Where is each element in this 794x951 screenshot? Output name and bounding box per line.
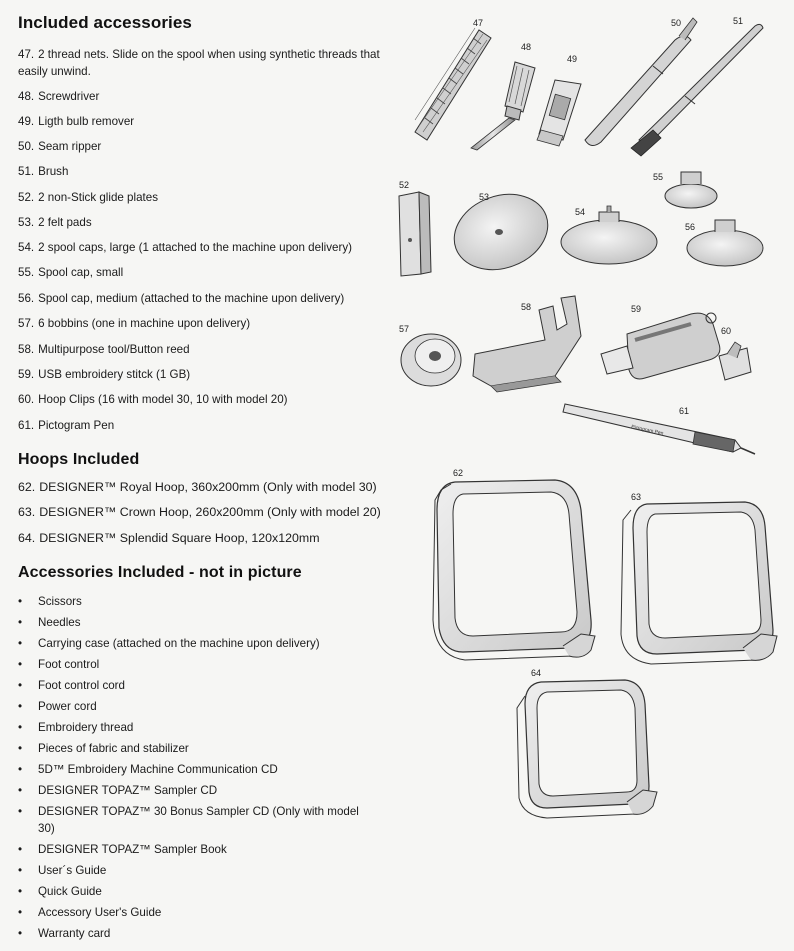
thread-net-47: [415, 28, 491, 140]
seam-ripper-50: [585, 18, 697, 146]
list-item: 55. Spool cap, small: [18, 266, 124, 279]
label-62: 62: [453, 468, 464, 478]
square-hoop-64: [517, 680, 657, 818]
spool-cap-small-55: [665, 172, 717, 208]
list-item: 57. 6 bobbins (one in machine upon delivery): [18, 317, 251, 330]
pen-imprint: Pictogram Pen: [630, 424, 664, 437]
label-51: 51: [733, 16, 744, 26]
felt-pad-53: [444, 182, 559, 282]
spool-cap-medium-56: [687, 220, 763, 266]
glide-plates-52: [399, 192, 431, 276]
list-item: 59. USB embroidery stitck (1 GB): [18, 368, 191, 381]
list-item: 54. 2 spool caps, large (1 attached to the machine upon delivery): [18, 241, 352, 254]
label-63: 63: [631, 492, 642, 502]
light-bulb-remover-49: [537, 80, 581, 146]
list-item: 61. Pictogram Pen: [18, 419, 115, 432]
list-item: 56. Spool cap, medium (attached to the machine upon delivery): [18, 292, 345, 305]
heading-included-accessories: Included accessories: [18, 13, 192, 32]
list-item: 51. Brush: [18, 165, 69, 178]
heading-hoops-included: Hoops Included: [18, 451, 140, 468]
label-54: 54: [575, 207, 586, 217]
label-55: 55: [653, 172, 664, 182]
label-57: 57: [399, 324, 410, 334]
crown-hoop-63: [621, 502, 777, 664]
label-53: 53: [479, 192, 490, 202]
list-item: 60. Hoop Clips (16 with model 30, 10 with model 20): [18, 393, 288, 406]
hoop-clip-60: [719, 342, 751, 380]
accessories-illustration: [395, 0, 794, 951]
brush-51: [631, 24, 763, 156]
list-item: 48. Screwdriver: [18, 90, 100, 103]
list-item: 49. Ligth bulb remover: [18, 115, 135, 128]
label-61: 61: [679, 406, 690, 416]
list-item: 58. Multipurpose tool/Button reed: [18, 343, 190, 356]
label-60: 60: [721, 326, 732, 336]
bobbin-57: [401, 334, 461, 386]
label-49: 49: [567, 54, 578, 64]
label-59: 59: [631, 304, 642, 314]
bullet-item: • DESIGNER TOPAZ™ 30 Bonus Sampler CD (Only with model 30): [18, 805, 359, 835]
screwdriver-48: [471, 62, 535, 150]
list-item: 62. DESIGNER™ Royal Hoop, 360x200mm (Only with model 30): [18, 480, 377, 494]
list-item: 47. 2 thread nets. Slide on the spool when using synthetic threads that easily unwind.: [18, 48, 380, 78]
label-47: 47: [473, 18, 484, 28]
usb-stick-59: [601, 313, 720, 379]
label-56: 56: [685, 222, 696, 232]
label-50: 50: [671, 18, 682, 28]
label-58: 58: [521, 302, 532, 312]
royal-hoop-62: [433, 480, 595, 660]
list-item: 52. 2 non-Stick glide plates: [18, 191, 158, 204]
pictogram-pen-61: [563, 404, 755, 454]
list-item: 50. Seam ripper: [18, 140, 102, 153]
list-item: 53. 2 felt pads: [18, 216, 92, 229]
label-64: 64: [531, 668, 542, 678]
label-52: 52: [399, 180, 410, 190]
list-item: 63. DESIGNER™ Crown Hoop, 260x200mm (Only with model 20): [18, 505, 381, 519]
label-48: 48: [521, 42, 532, 52]
list-item: 64. DESIGNER™ Splendid Square Hoop, 120x120mm: [18, 531, 320, 545]
heading-not-in-picture: Accessories Included - not in picture: [18, 564, 302, 581]
